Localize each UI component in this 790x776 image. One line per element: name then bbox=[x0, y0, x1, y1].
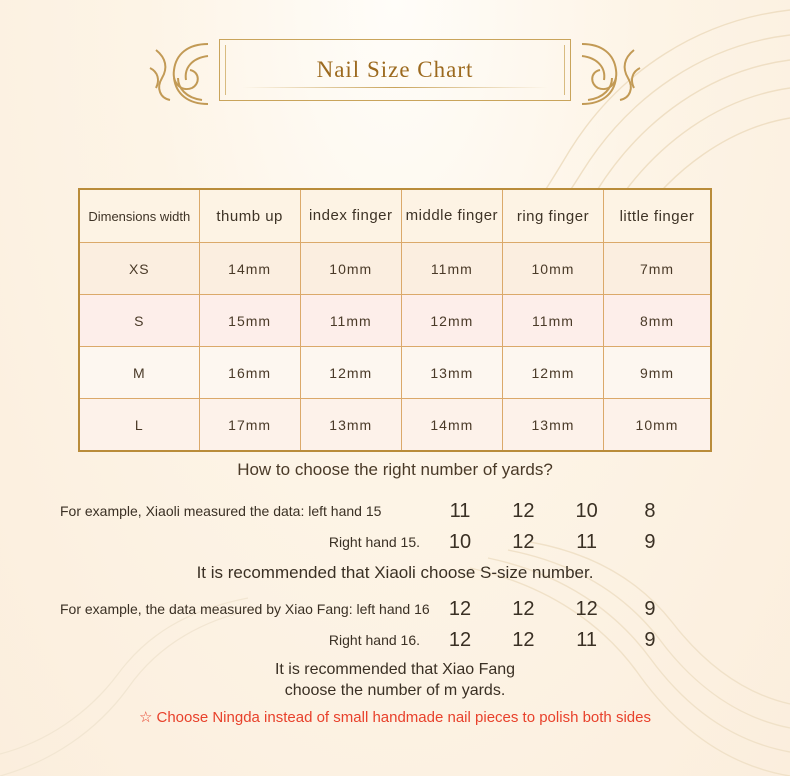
example2-recommendation-line1: It is recommended that Xiao Fang bbox=[274, 661, 516, 678]
cell-m-middle: 13mm bbox=[401, 347, 502, 399]
cell-s-middle: 12mm bbox=[401, 295, 502, 347]
example2-recommendation-line2: choose the number of m yards. bbox=[284, 681, 506, 699]
row-label-s: S bbox=[79, 295, 199, 347]
footer-note-text: Choose Ningda instead of small handmade nail pieces to polish both sides bbox=[156, 709, 651, 726]
col-header-dimensions: Dimensions width bbox=[79, 189, 199, 243]
table-row bbox=[79, 295, 711, 347]
example1-left-label: For example, Xiaoli measured the data: left hand 15 bbox=[60, 502, 382, 519]
cell-l-little: 10mm bbox=[604, 399, 711, 452]
example2-right-row bbox=[60, 629, 730, 652]
example2-left-value-0: 12 bbox=[448, 598, 472, 620]
cell-l-index: 13mm bbox=[300, 399, 401, 452]
footer-note bbox=[0, 708, 790, 726]
example2-left-label: For example, the data measured by Xiao Fang: left hand 16 bbox=[60, 600, 430, 617]
cell-m-thumb: 16mm bbox=[199, 347, 300, 399]
example2-left-value-1: 12 bbox=[512, 598, 535, 620]
example2-right-values bbox=[430, 629, 730, 652]
col-header-ring: ring finger bbox=[502, 189, 603, 243]
cell-s-little: 8mm bbox=[604, 295, 711, 347]
cell-s-thumb: 15mm bbox=[199, 295, 300, 347]
cell-xs-index: 10mm bbox=[300, 243, 401, 295]
col-header-index: index finger bbox=[300, 189, 401, 243]
cell-xs-ring: 10mm bbox=[502, 243, 603, 295]
table-header-row bbox=[79, 189, 711, 243]
cell-xs-little: 7mm bbox=[604, 243, 711, 295]
example2-left-value-2: 12 bbox=[575, 598, 598, 620]
example1-right-value-2: 11 bbox=[576, 531, 598, 553]
example2-right-value-0: 12 bbox=[448, 629, 472, 651]
title-banner bbox=[219, 39, 571, 101]
cell-m-ring: 12mm bbox=[502, 347, 603, 399]
example2-right-value-3: 9 bbox=[644, 629, 656, 651]
example1-left-row bbox=[60, 500, 730, 523]
star-icon: ☆ bbox=[139, 709, 153, 726]
example2-left-values bbox=[430, 598, 730, 621]
cell-xs-thumb: 14mm bbox=[199, 243, 300, 295]
example1-right-values bbox=[430, 531, 730, 554]
page-title: Nail Size Chart bbox=[316, 57, 474, 82]
example2-right-value-1: 12 bbox=[512, 629, 535, 651]
example1-recommendation: It is recommended that Xiaoli choose S-size number. bbox=[196, 563, 594, 582]
cell-m-little: 9mm bbox=[604, 347, 711, 399]
example2-left-row bbox=[60, 598, 730, 621]
table-row bbox=[79, 347, 711, 399]
size-chart-table bbox=[78, 188, 712, 452]
cell-s-index: 11mm bbox=[300, 295, 401, 347]
example1-right-value-0: 10 bbox=[448, 531, 472, 553]
table-row bbox=[79, 399, 711, 452]
row-label-m: M bbox=[79, 347, 199, 399]
example1-right-label: Right hand 15. bbox=[328, 533, 420, 550]
cell-m-index: 12mm bbox=[300, 347, 401, 399]
title-banner-wrap bbox=[0, 30, 790, 110]
example1-left-values bbox=[430, 500, 730, 523]
example2-recommendation bbox=[0, 660, 790, 702]
howto-question: How to choose the right number of yards? bbox=[237, 460, 553, 479]
example1-left-value-3: 8 bbox=[644, 500, 656, 522]
ornament-left-icon bbox=[142, 38, 214, 110]
example1-left-value-0: 11 bbox=[449, 500, 471, 522]
cell-l-ring: 13mm bbox=[502, 399, 603, 452]
example1-right-value-3: 9 bbox=[644, 531, 656, 553]
ornament-right-icon bbox=[576, 38, 648, 110]
col-header-middle: middle finger bbox=[401, 189, 502, 243]
row-label-xs: XS bbox=[79, 243, 199, 295]
example1-left-value-1: 12 bbox=[512, 500, 535, 522]
example1-left-value-2: 10 bbox=[575, 500, 598, 522]
col-header-little: little finger bbox=[604, 189, 711, 243]
example2-right-value-2: 11 bbox=[576, 629, 598, 651]
cell-l-middle: 14mm bbox=[401, 399, 502, 452]
cell-xs-middle: 11mm bbox=[401, 243, 502, 295]
cell-l-thumb: 17mm bbox=[199, 399, 300, 452]
table-row bbox=[79, 243, 711, 295]
col-header-thumb: thumb up bbox=[199, 189, 300, 243]
example2-right-label: Right hand 16. bbox=[328, 631, 420, 648]
title-underline bbox=[242, 87, 548, 88]
example-block-xiaofang bbox=[60, 598, 730, 652]
example2-left-value-3: 9 bbox=[644, 598, 656, 620]
size-table-wrap bbox=[78, 188, 712, 452]
example-block-xiaoli bbox=[60, 500, 730, 554]
row-label-l: L bbox=[79, 399, 199, 452]
cell-s-ring: 11mm bbox=[502, 295, 603, 347]
example1-right-row bbox=[60, 531, 730, 554]
example1-right-value-1: 12 bbox=[512, 531, 535, 553]
